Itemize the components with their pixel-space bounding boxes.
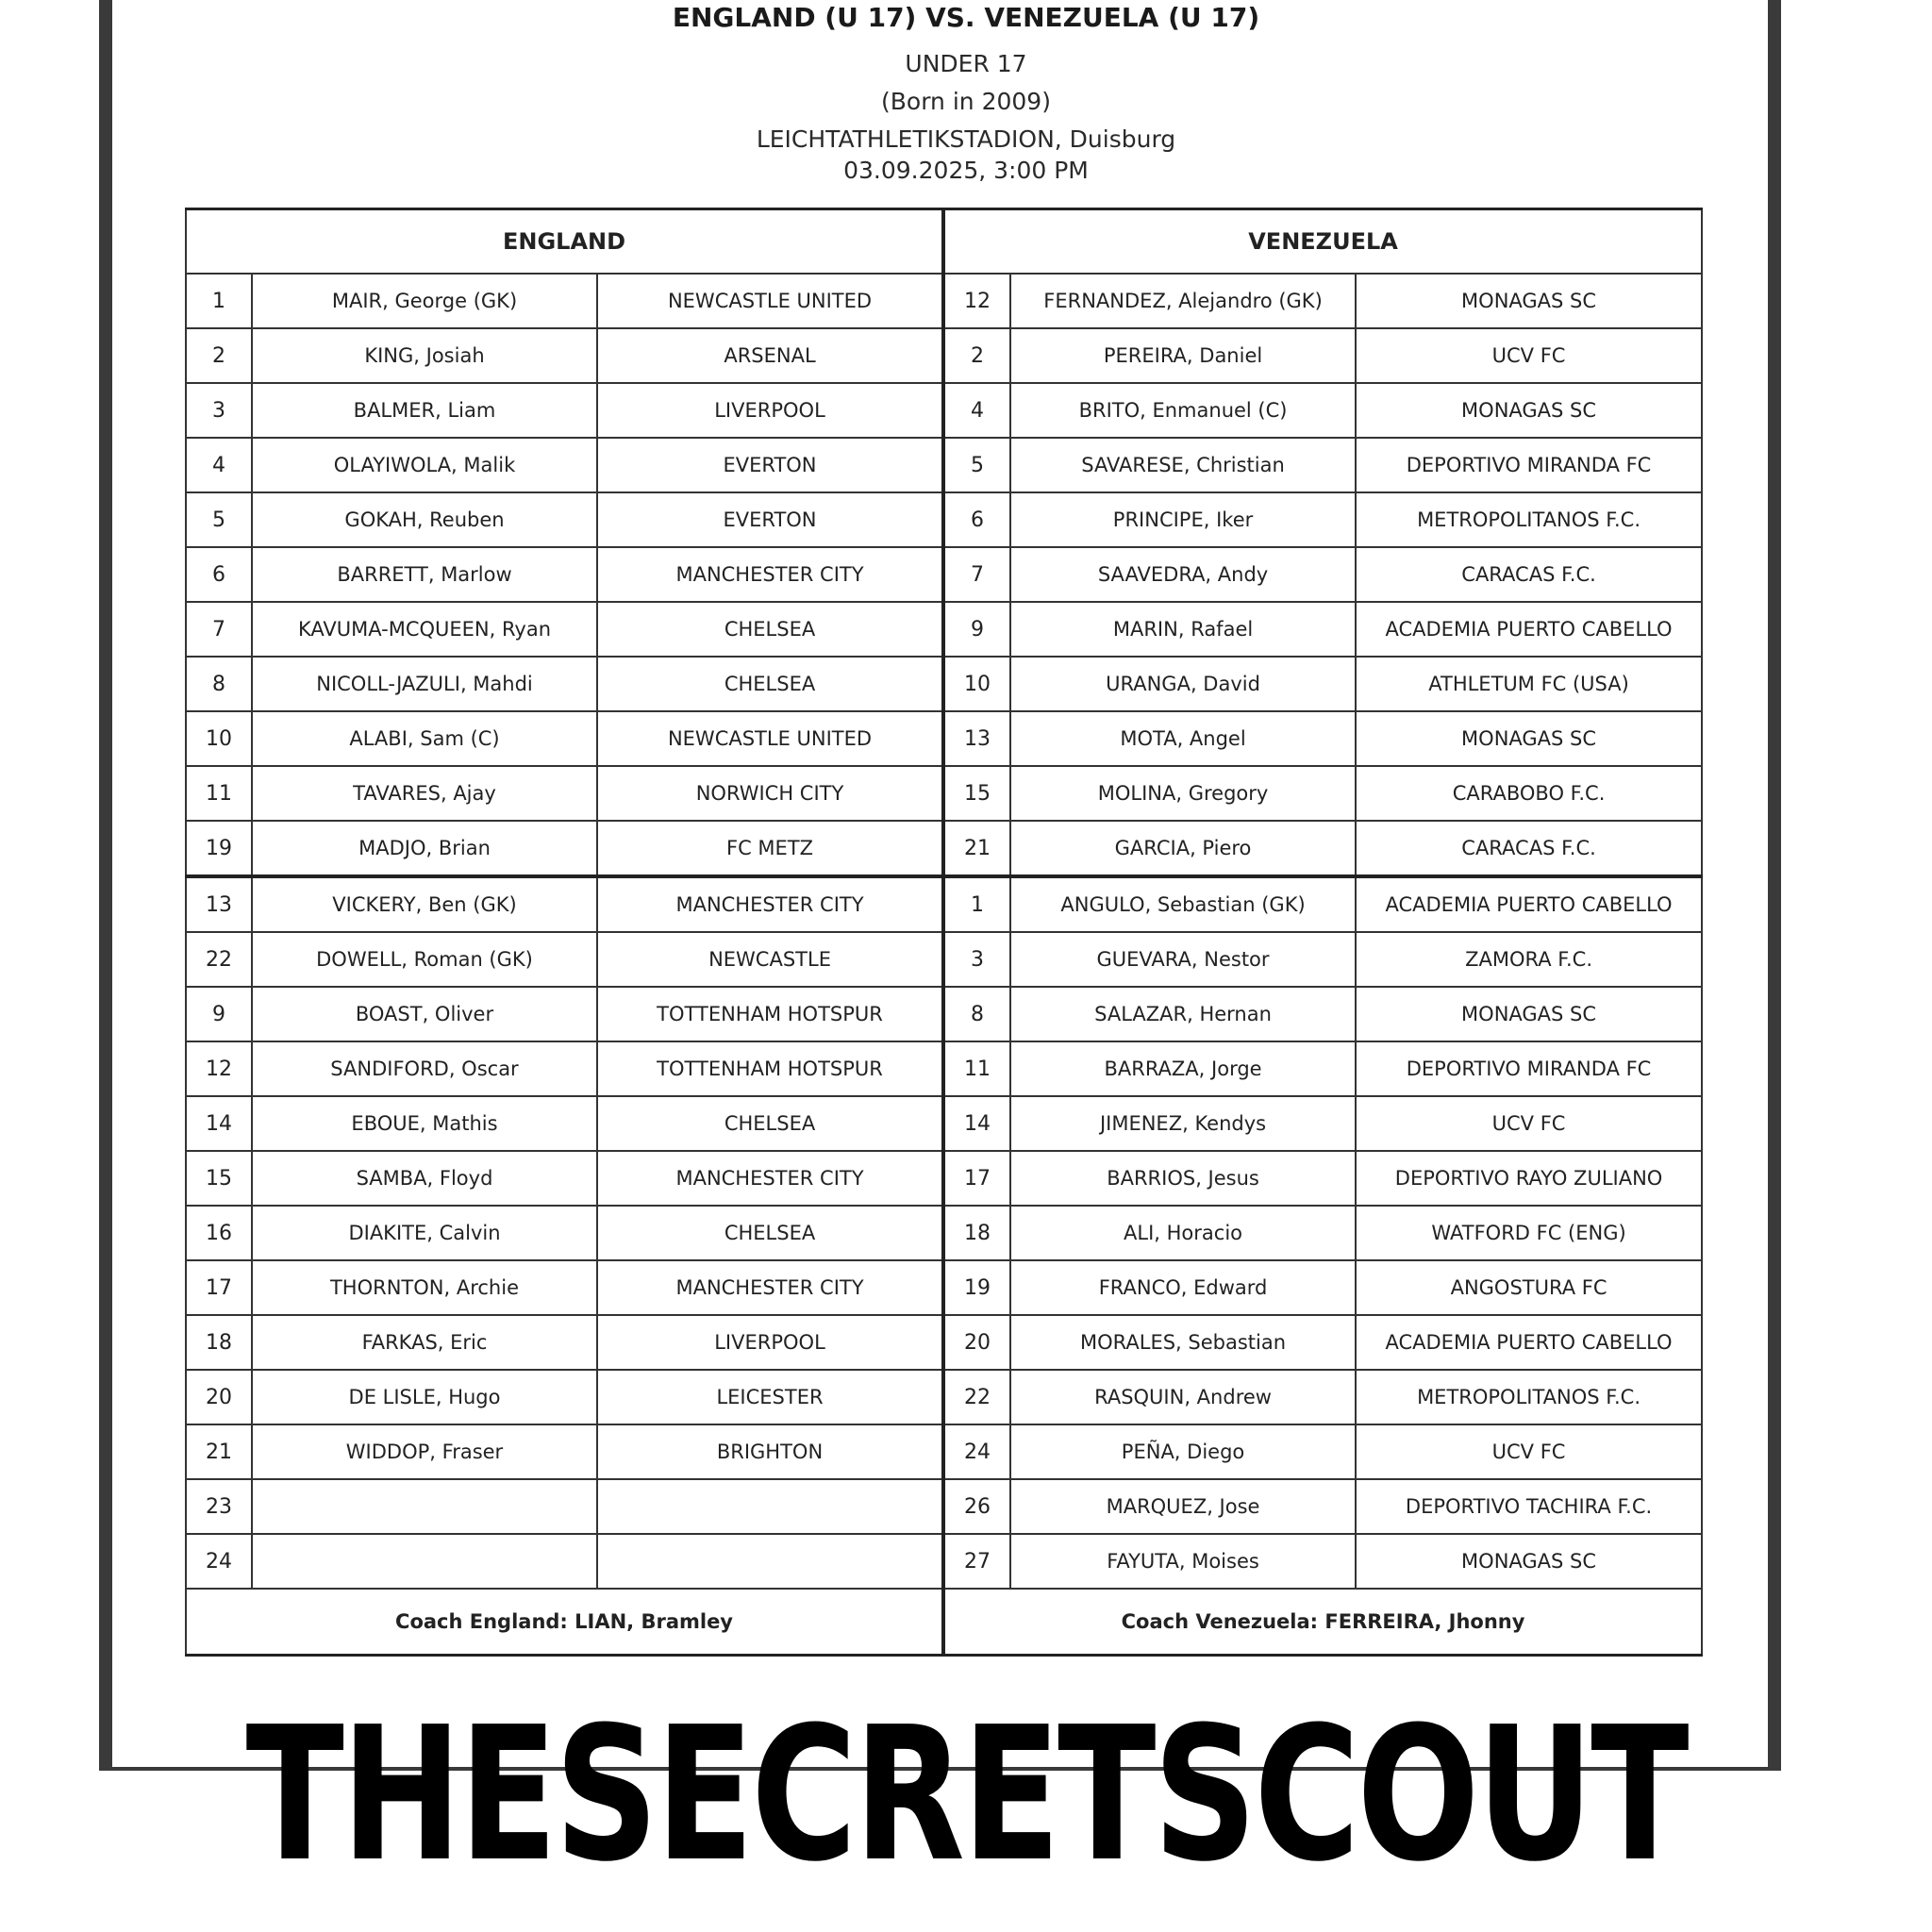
away-shirt-number: 20 [943, 1315, 1010, 1370]
home-player-name: THORNTON, Archie [252, 1260, 597, 1315]
home-shirt-number: 13 [186, 876, 252, 932]
home-shirt-number: 21 [186, 1424, 252, 1479]
away-player-name: MOTA, Angel [1010, 711, 1356, 766]
home-player-club: BRIGHTON [597, 1424, 943, 1479]
table-row [186, 1370, 1702, 1424]
away-player-club: METROPOLITANOS F.C. [1356, 1370, 1702, 1424]
away-player-club: CARACAS F.C. [1356, 821, 1702, 876]
team-header-row [186, 209, 1702, 275]
home-shirt-number: 18 [186, 1315, 252, 1370]
table-row [186, 766, 1702, 821]
table-row [186, 438, 1702, 492]
away-player-club: MONAGAS SC [1356, 1534, 1702, 1589]
away-player-name: FRANCO, Edward [1010, 1260, 1356, 1315]
table-row [186, 1479, 1702, 1534]
home-player-club: EVERTON [597, 492, 943, 547]
home-player-club: MANCHESTER CITY [597, 1151, 943, 1206]
home-player-club: MANCHESTER CITY [597, 1260, 943, 1315]
away-player-name: GUEVARA, Nestor [1010, 932, 1356, 987]
home-player-name: WIDDOP, Fraser [252, 1424, 597, 1479]
home-player-club: MANCHESTER CITY [597, 876, 943, 932]
table-row [186, 274, 1702, 328]
home-player-club: TOTTENHAM HOTSPUR [597, 987, 943, 1041]
home-player-club: NEWCASTLE UNITED [597, 711, 943, 766]
away-player-name: PEÑA, Diego [1010, 1424, 1356, 1479]
away-player-club: MONAGAS SC [1356, 274, 1702, 328]
away-shirt-number: 12 [943, 274, 1010, 328]
match-datetime: 03.09.2025, 3:00 PM [843, 157, 1089, 184]
away-player-club: METROPOLITANOS F.C. [1356, 492, 1702, 547]
home-player-club: CHELSEA [597, 1206, 943, 1260]
away-shirt-number: 10 [943, 657, 1010, 711]
table-row [186, 1424, 1702, 1479]
away-player-name: FERNANDEZ, Alejandro (GK) [1010, 274, 1356, 328]
home-player-name [252, 1534, 597, 1589]
away-player-name: PEREIRA, Daniel [1010, 328, 1356, 383]
home-player-club: NEWCASTLE UNITED [597, 274, 943, 328]
home-team-name: ENGLAND [186, 209, 943, 275]
home-shirt-number: 10 [186, 711, 252, 766]
away-shirt-number: 3 [943, 932, 1010, 987]
home-player-name: OLAYIWOLA, Malik [252, 438, 597, 492]
lineup-table [185, 208, 1703, 1657]
home-shirt-number: 8 [186, 657, 252, 711]
table-row [186, 876, 1702, 932]
away-player-name: JIMENEZ, Kendys [1010, 1096, 1356, 1151]
away-player-name: SALAZAR, Hernan [1010, 987, 1356, 1041]
table-row [186, 328, 1702, 383]
away-coach: Coach Venezuela: FERREIRA, Jhonny [943, 1589, 1702, 1656]
away-shirt-number: 5 [943, 438, 1010, 492]
home-player-name: DE LISLE, Hugo [252, 1370, 597, 1424]
home-player-club: ARSENAL [597, 328, 943, 383]
home-player-name: EBOUE, Mathis [252, 1096, 597, 1151]
away-player-name: SAVARESE, Christian [1010, 438, 1356, 492]
home-player-club: LIVERPOOL [597, 383, 943, 438]
home-player-name: MAIR, George (GK) [252, 274, 597, 328]
away-shirt-number: 4 [943, 383, 1010, 438]
home-shirt-number: 22 [186, 932, 252, 987]
away-player-club: MONAGAS SC [1356, 711, 1702, 766]
home-player-name: BALMER, Liam [252, 383, 597, 438]
away-player-club: DEPORTIVO RAYO ZULIANO [1356, 1151, 1702, 1206]
table-row [186, 1096, 1702, 1151]
home-player-name [252, 1479, 597, 1534]
away-shirt-number: 24 [943, 1424, 1010, 1479]
home-shirt-number: 1 [186, 274, 252, 328]
home-player-name: SANDIFORD, Oscar [252, 1041, 597, 1096]
away-player-club: DEPORTIVO MIRANDA FC [1356, 1041, 1702, 1096]
coach-row [186, 1589, 1702, 1656]
away-player-name: RASQUIN, Andrew [1010, 1370, 1356, 1424]
away-player-name: MOLINA, Gregory [1010, 766, 1356, 821]
home-player-club: NEWCASTLE [597, 932, 943, 987]
table-row [186, 492, 1702, 547]
away-player-club: MONAGAS SC [1356, 383, 1702, 438]
home-player-name: BOAST, Oliver [252, 987, 597, 1041]
home-shirt-number: 2 [186, 328, 252, 383]
venue: LEICHTATHLETIKSTADION, Duisburg [756, 125, 1176, 153]
table-row [186, 1534, 1702, 1589]
table-row [186, 1206, 1702, 1260]
home-player-name: DOWELL, Roman (GK) [252, 932, 597, 987]
away-shirt-number: 13 [943, 711, 1010, 766]
table-row [186, 602, 1702, 657]
away-shirt-number: 17 [943, 1151, 1010, 1206]
birth-year: (Born in 2009) [881, 88, 1051, 115]
home-shirt-number: 17 [186, 1260, 252, 1315]
away-shirt-number: 6 [943, 492, 1010, 547]
home-player-club [597, 1479, 943, 1534]
away-shirt-number: 1 [943, 876, 1010, 932]
home-shirt-number: 5 [186, 492, 252, 547]
away-shirt-number: 21 [943, 821, 1010, 876]
home-player-club: FC METZ [597, 821, 943, 876]
home-shirt-number: 24 [186, 1534, 252, 1589]
away-player-name: BARRIOS, Jesus [1010, 1151, 1356, 1206]
home-player-name: KAVUMA-MCQUEEN, Ryan [252, 602, 597, 657]
home-shirt-number: 6 [186, 547, 252, 602]
away-player-name: BARRAZA, Jorge [1010, 1041, 1356, 1096]
table-row [186, 1260, 1702, 1315]
home-player-name: DIAKITE, Calvin [252, 1206, 597, 1260]
age-category: UNDER 17 [905, 50, 1027, 77]
away-shirt-number: 9 [943, 602, 1010, 657]
away-player-name: ANGULO, Sebastian (GK) [1010, 876, 1356, 932]
home-shirt-number: 15 [186, 1151, 252, 1206]
table-row [186, 1151, 1702, 1206]
away-player-club: CARACAS F.C. [1356, 547, 1702, 602]
home-player-club: CHELSEA [597, 657, 943, 711]
away-player-name: FAYUTA, Moises [1010, 1534, 1356, 1589]
home-coach: Coach England: LIAN, Bramley [186, 1589, 943, 1656]
away-player-name: PRINCIPE, Iker [1010, 492, 1356, 547]
home-player-name: SAMBA, Floyd [252, 1151, 597, 1206]
table-row [186, 1315, 1702, 1370]
home-player-club: LIVERPOOL [597, 1315, 943, 1370]
home-player-name: VICKERY, Ben (GK) [252, 876, 597, 932]
home-player-name: NICOLL-JAZULI, Mahdi [252, 657, 597, 711]
table-row [186, 987, 1702, 1041]
away-player-club: ATHLETUM FC (USA) [1356, 657, 1702, 711]
home-player-club: CHELSEA [597, 1096, 943, 1151]
home-shirt-number: 7 [186, 602, 252, 657]
watermark-text: THESECRETSCOUT [245, 1688, 1687, 1903]
table-row [186, 1041, 1702, 1096]
away-player-name: MARIN, Rafael [1010, 602, 1356, 657]
away-player-club: ACADEMIA PUERTO CABELLO [1356, 1315, 1702, 1370]
away-player-name: BRITO, Enmanuel (C) [1010, 383, 1356, 438]
away-shirt-number: 15 [943, 766, 1010, 821]
home-player-name: BARRETT, Marlow [252, 547, 597, 602]
home-shirt-number: 11 [186, 766, 252, 821]
away-shirt-number: 22 [943, 1370, 1010, 1424]
away-player-club: UCV FC [1356, 1096, 1702, 1151]
home-shirt-number: 19 [186, 821, 252, 876]
home-player-name: FARKAS, Eric [252, 1315, 597, 1370]
home-shirt-number: 20 [186, 1370, 252, 1424]
home-player-club [597, 1534, 943, 1589]
home-player-club: TOTTENHAM HOTSPUR [597, 1041, 943, 1096]
away-player-club: DEPORTIVO TACHIRA F.C. [1356, 1479, 1702, 1534]
away-shirt-number: 27 [943, 1534, 1010, 1589]
home-player-name: MADJO, Brian [252, 821, 597, 876]
home-shirt-number: 12 [186, 1041, 252, 1096]
away-player-name: MARQUEZ, Jose [1010, 1479, 1356, 1534]
home-shirt-number: 4 [186, 438, 252, 492]
home-shirt-number: 23 [186, 1479, 252, 1534]
home-player-name: KING, Josiah [252, 328, 597, 383]
away-player-club: ACADEMIA PUERTO CABELLO [1356, 602, 1702, 657]
table-row [186, 657, 1702, 711]
away-team-name: VENEZUELA [943, 209, 1702, 275]
home-player-name: GOKAH, Reuben [252, 492, 597, 547]
away-player-name: GARCIA, Piero [1010, 821, 1356, 876]
away-player-club: ACADEMIA PUERTO CABELLO [1356, 876, 1702, 932]
home-player-club: MANCHESTER CITY [597, 547, 943, 602]
away-player-club: DEPORTIVO MIRANDA FC [1356, 438, 1702, 492]
away-shirt-number: 14 [943, 1096, 1010, 1151]
away-shirt-number: 19 [943, 1260, 1010, 1315]
away-player-name: SAAVEDRA, Andy [1010, 547, 1356, 602]
home-shirt-number: 14 [186, 1096, 252, 1151]
table-row [186, 821, 1702, 876]
home-player-name: ALABI, Sam (C) [252, 711, 597, 766]
away-player-club: MONAGAS SC [1356, 987, 1702, 1041]
home-shirt-number: 9 [186, 987, 252, 1041]
away-player-club: ZAMORA F.C. [1356, 932, 1702, 987]
home-player-club: CHELSEA [597, 602, 943, 657]
away-player-club: ANGOSTURA FC [1356, 1260, 1702, 1315]
away-player-club: WATFORD FC (ENG) [1356, 1206, 1702, 1260]
table-row [186, 932, 1702, 987]
away-player-club: UCV FC [1356, 1424, 1702, 1479]
away-shirt-number: 11 [943, 1041, 1010, 1096]
match-title: ENGLAND (U 17) VS. VENEZUELA (U 17) [672, 2, 1260, 33]
home-player-name: TAVARES, Ajay [252, 766, 597, 821]
home-shirt-number: 16 [186, 1206, 252, 1260]
home-player-club: NORWICH CITY [597, 766, 943, 821]
table-row [186, 547, 1702, 602]
home-shirt-number: 3 [186, 383, 252, 438]
away-shirt-number: 8 [943, 987, 1010, 1041]
home-player-club: LEICESTER [597, 1370, 943, 1424]
away-player-club: UCV FC [1356, 328, 1702, 383]
away-shirt-number: 26 [943, 1479, 1010, 1534]
table-row [186, 711, 1702, 766]
away-player-club: CARABOBO F.C. [1356, 766, 1702, 821]
away-player-name: URANGA, David [1010, 657, 1356, 711]
away-player-name: MORALES, Sebastian [1010, 1315, 1356, 1370]
home-player-club: EVERTON [597, 438, 943, 492]
away-shirt-number: 18 [943, 1206, 1010, 1260]
away-player-name: ALI, Horacio [1010, 1206, 1356, 1260]
away-shirt-number: 2 [943, 328, 1010, 383]
away-shirt-number: 7 [943, 547, 1010, 602]
table-row [186, 383, 1702, 438]
lineup-body [186, 274, 1702, 1656]
